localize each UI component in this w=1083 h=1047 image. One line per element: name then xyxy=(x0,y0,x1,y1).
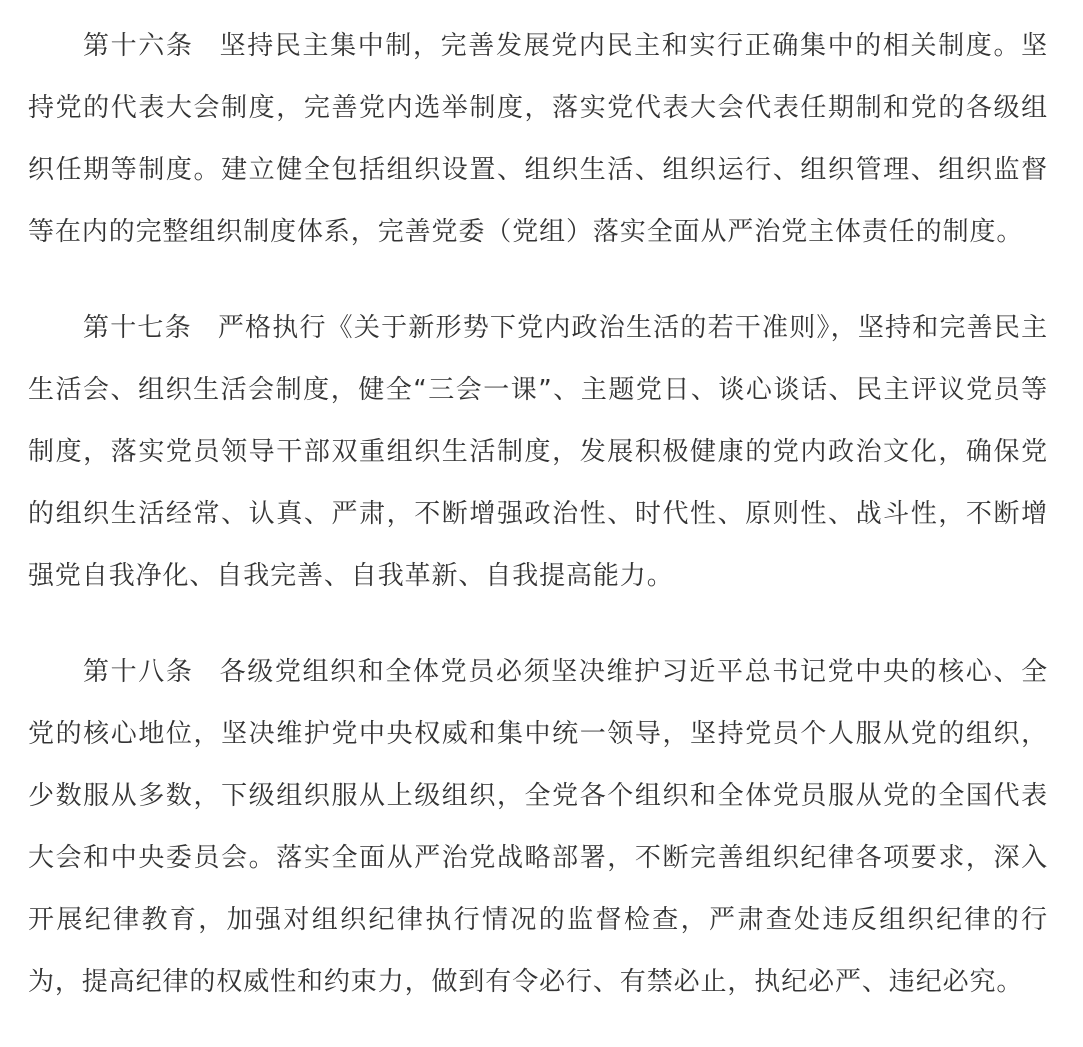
article-number: 第十六条 xyxy=(83,31,194,61)
article-number: 第十七条 xyxy=(83,313,192,343)
article-16-paragraph xyxy=(28,15,1048,263)
article-text: 坚持民主集中制，完善发展党内民主和实行正确集中的相关制度。坚持党的代表大会制度，完善党内选举制度，落实党代表大会代表任期制和党的各级组织任期等制度。建立健全包括组织设置、组织生活、组织运行、组织管理、组织监督等在内的完整组织制度体系，完善党委（党组）落实全面从严治党主体责任的制度。 xyxy=(28,31,1048,247)
article-number: 第十八条 xyxy=(83,657,194,687)
document-body xyxy=(28,15,1048,1047)
article-text: 严格执行《关于新形势下党内政治生活的若干准则》，坚持和完善民主生活会、组织生活会制度，健全“三会一课”、主题党日、谈心谈话、民主评议党员等制度，落实党员领导干部双重组织生活制度，发展积极健康的党内政治文化，确保党的组织生活经常、认真、严肃，不断增强政治性、时代性、原则性、战斗性，不断增强党自我净化、自我完善、自我革新、自我提高能力。 xyxy=(28,313,1048,591)
article-17-paragraph xyxy=(28,297,1048,607)
article-text: 各级党组织和全体党员必须坚决维护习近平总书记党中央的核心、全党的核心地位，坚决维护党中央权威和集中统一领导，坚持党员个人服从党的组织，少数服从多数，下级组织服从上级组织，全党各个组织和全体党员服从党的全国代表大会和中央委员会。落实全面从严治党战略部署，不断完善组织纪律各项要求，深入开展纪律教育，加强对组织纪律执行情况的监督检查，严肃查处违反组织纪律的行为，提高纪律的权威性和约束力，做到有令必行、有禁必止，执纪必严、违纪必究。 xyxy=(28,657,1048,997)
article-18-paragraph xyxy=(28,641,1048,1013)
